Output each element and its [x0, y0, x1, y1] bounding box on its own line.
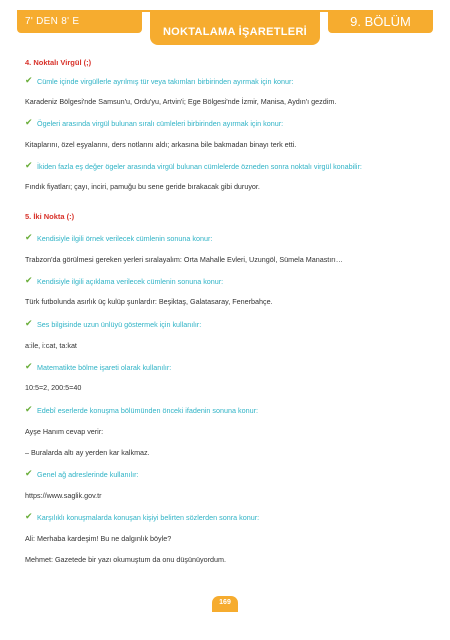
rule-item: [25, 277, 425, 286]
checkmark-icon: ✔: [25, 275, 33, 285]
rule-text: Ögeleri arasında virgül bulunan sıralı cümleleri birbirinden ayırmak için konur:: [37, 119, 284, 128]
header-chapter: 9. BÖLÜM: [328, 11, 433, 33]
example-text: 10:5=2, 200:5=40: [25, 383, 82, 392]
example-text: Fındık fiyatları; çayı, inciri, pamuğu bu sene geride bırakacak gibi duruyor.: [25, 182, 260, 191]
rule-item: [25, 470, 425, 479]
page-number-rule: [212, 610, 238, 612]
rule-item: [25, 320, 425, 329]
checkmark-icon: ✔: [25, 232, 33, 242]
checkmark-icon: ✔: [25, 160, 33, 170]
rule-text: Cümle içinde virgüllerle ayrılmış tür veya takımları birbirinden ayırmak için konur:: [37, 77, 294, 86]
header-grade-label: 7' DEN 8' E: [17, 11, 142, 33]
rule-item: [25, 406, 425, 415]
page-number: 169: [212, 596, 238, 610]
rule-text: Edebî eserlerde konuşma bölümünden önceki ifadenin sonuna konur:: [37, 406, 258, 415]
checkmark-icon: ✔: [25, 361, 33, 371]
checkmark-icon: ✔: [25, 75, 33, 85]
checkmark-icon: ✔: [25, 468, 33, 478]
rule-text: Kendisiyle ilgili açıklama verilecek cümlenin sonuna konur:: [37, 277, 224, 286]
rule-item: [25, 162, 425, 171]
rule-item: [25, 77, 425, 86]
checkmark-icon: ✔: [25, 511, 33, 521]
section-heading-colon: 5. İki Nokta (:): [25, 212, 75, 221]
rule-text: Matematikte bölme işareti olarak kullanılır:: [37, 363, 172, 372]
example-text: Karadeniz Bölgesi'nde Samsun'u, Ordu'yu, Artvin'i; Ege Bölgesi'nde İzmir, Manisa, Aydın'ı gezdim.: [25, 97, 337, 106]
rule-text: İkiden fazla eş değer ögeler arasında virgül bulunan cümlelerde özneden sonra noktalı virgül konabilir:: [37, 162, 362, 171]
example-url: https://www.saglik.gov.tr: [25, 491, 102, 500]
rule-text: Kendisiyle ilgili örnek verilecek cümlenin sonuna konur:: [37, 234, 213, 243]
rule-item: [25, 513, 425, 522]
example-text: Ali: Merhaba kardeşim! Bu ne dalgınlık böyle?: [25, 534, 172, 543]
example-text: Türk futbolunda asırlık üç kulüp şunlardır: Beşiktaş, Galatasaray, Fenerbahçe.: [25, 297, 273, 306]
example-text: a:ile, i:cat, ta:kat: [25, 341, 77, 350]
page-header: [0, 0, 450, 46]
example-text: Ayşe Hanım cevap verir:: [25, 427, 104, 436]
header-title: NOKTALAMA İŞARETLERİ: [150, 11, 320, 45]
example-text: Trabzon'da görülmesi gereken yerleri sıralayalım: Orta Mahalle Evleri, Uzungöl, Sümela Manastırı…: [25, 255, 343, 264]
section-heading-semicolon: 4. Noktalı Virgül (;): [25, 58, 92, 67]
rule-item: [25, 363, 425, 372]
rule-item: [25, 119, 425, 128]
checkmark-icon: ✔: [25, 404, 33, 414]
rule-text: Genel ağ adreslerinde kullanılır:: [37, 470, 139, 479]
checkmark-icon: ✔: [25, 318, 33, 328]
rule-text: Ses bilgisinde uzun ünlüyü göstermek için kullanılır:: [37, 320, 202, 329]
example-text: – Buralarda altı ay yerden kar kalkmaz.: [25, 448, 150, 457]
rule-item: [25, 234, 425, 243]
example-text: Mehmet: Gazetede bir yazı okumuştum da onu düşünüyordum.: [25, 555, 226, 564]
example-text: Kitaplarını, özel eşyalarını, ders notlarını aldı; arkasına bile bakmadan binayı terk etti.: [25, 140, 297, 149]
rule-text: Karşılıklı konuşmalarda konuşan kişiyi belirten sözlerden sonra konur:: [37, 513, 260, 522]
checkmark-icon: ✔: [25, 117, 33, 127]
